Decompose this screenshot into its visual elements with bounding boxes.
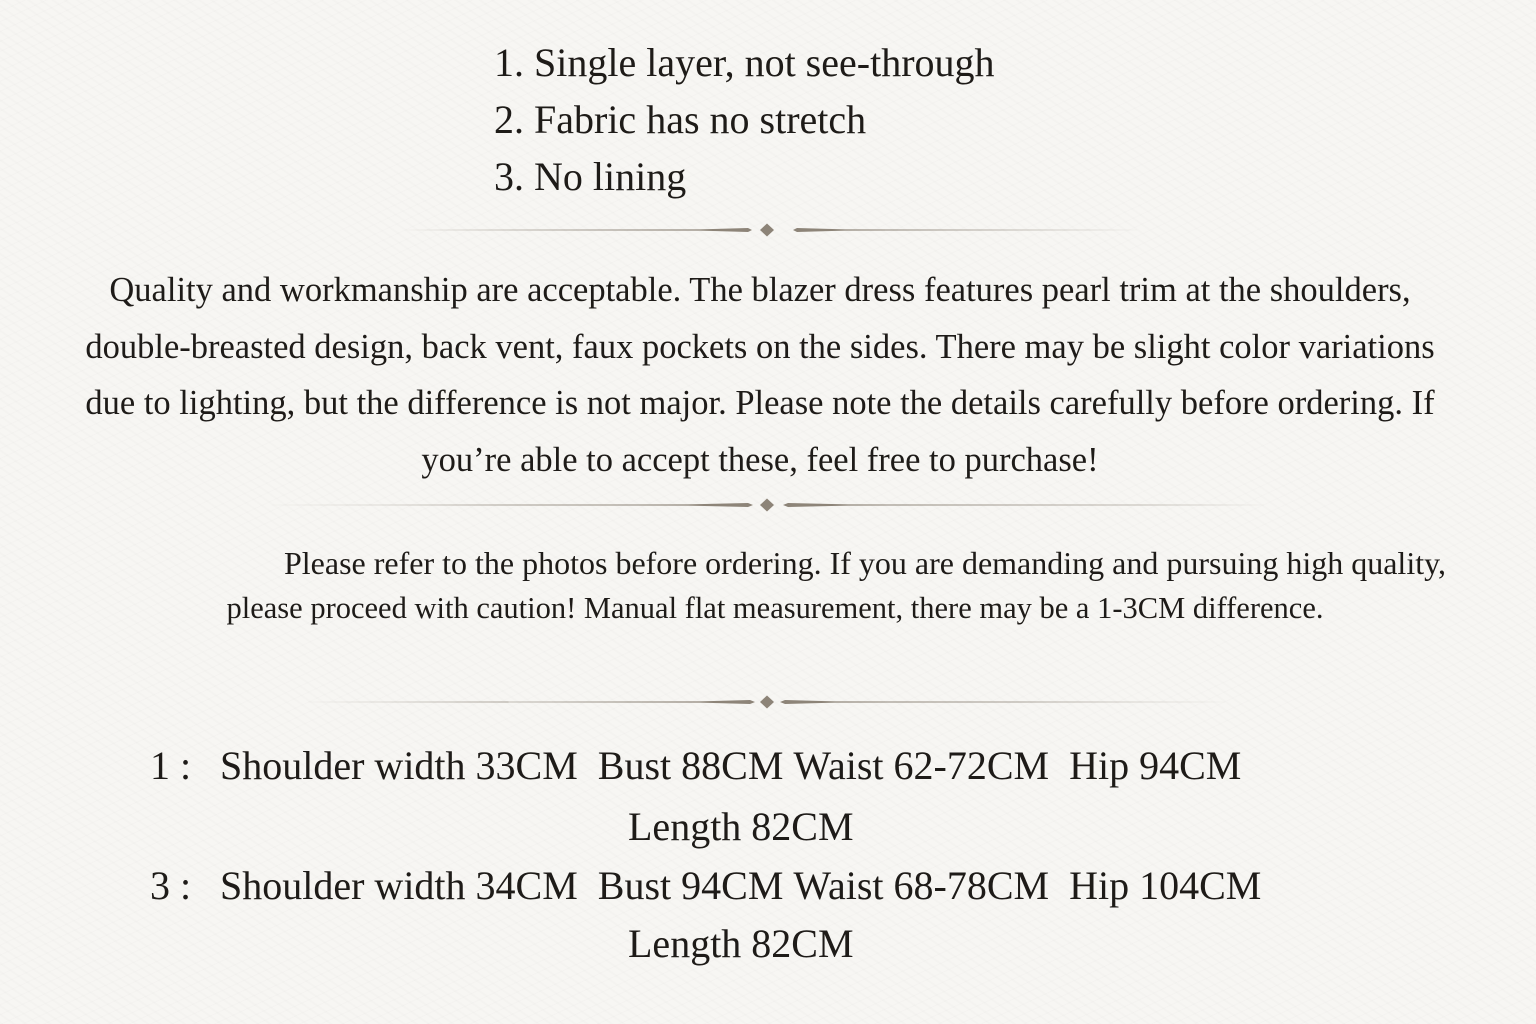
shoulder-measure: Shoulder width 34CM xyxy=(220,863,578,908)
notice-line: Please refer to the photos before ordering. If you are demanding and pursuing high quality, xyxy=(283,545,1447,581)
feature-item: 1. Single layer, not see-through xyxy=(494,40,995,85)
quality-description: Quality and workmanship are acceptable. The blazer dress features pearl trim at the shoulders, double-breasted design, back vent, faux pockets on the sides. There may be slight color variations due to lighting, but the difference is not major. Please note the details carefully before ordering. If you’re able to accept these, feel free to purchase! xyxy=(85,271,1435,479)
size-number: 3 : xyxy=(150,863,192,908)
waist-measure: Waist 68-78CM xyxy=(793,863,1050,908)
ornamental-divider xyxy=(300,695,1235,709)
size-row xyxy=(150,736,1241,796)
bust-measure: Bust 94CM xyxy=(597,863,784,908)
hip-measure: Hip 104CM xyxy=(1069,863,1262,908)
ordering-notice xyxy=(160,540,1450,631)
ornamental-divider xyxy=(400,223,1145,237)
length-measure: Length 82CM xyxy=(628,921,854,966)
bust-measure: Bust 88CM xyxy=(597,743,784,788)
feature-list xyxy=(494,34,995,205)
feature-item: 3. No lining xyxy=(494,154,687,199)
length-measure: Length 82CM xyxy=(628,804,854,849)
size-row xyxy=(150,856,1261,916)
waist-measure: Waist 62-72CM xyxy=(793,743,1050,788)
shoulder-measure: Shoulder width 33CM xyxy=(220,743,578,788)
feature-item: 2. Fabric has no stretch xyxy=(494,97,867,142)
notice-line: please proceed with caution! Manual flat measurement, there may be a 1-3CM difference. xyxy=(226,591,1324,625)
ornamental-divider xyxy=(258,498,1288,512)
hip-measure: Hip 94CM xyxy=(1069,743,1242,788)
size-number: 1 : xyxy=(150,743,192,788)
